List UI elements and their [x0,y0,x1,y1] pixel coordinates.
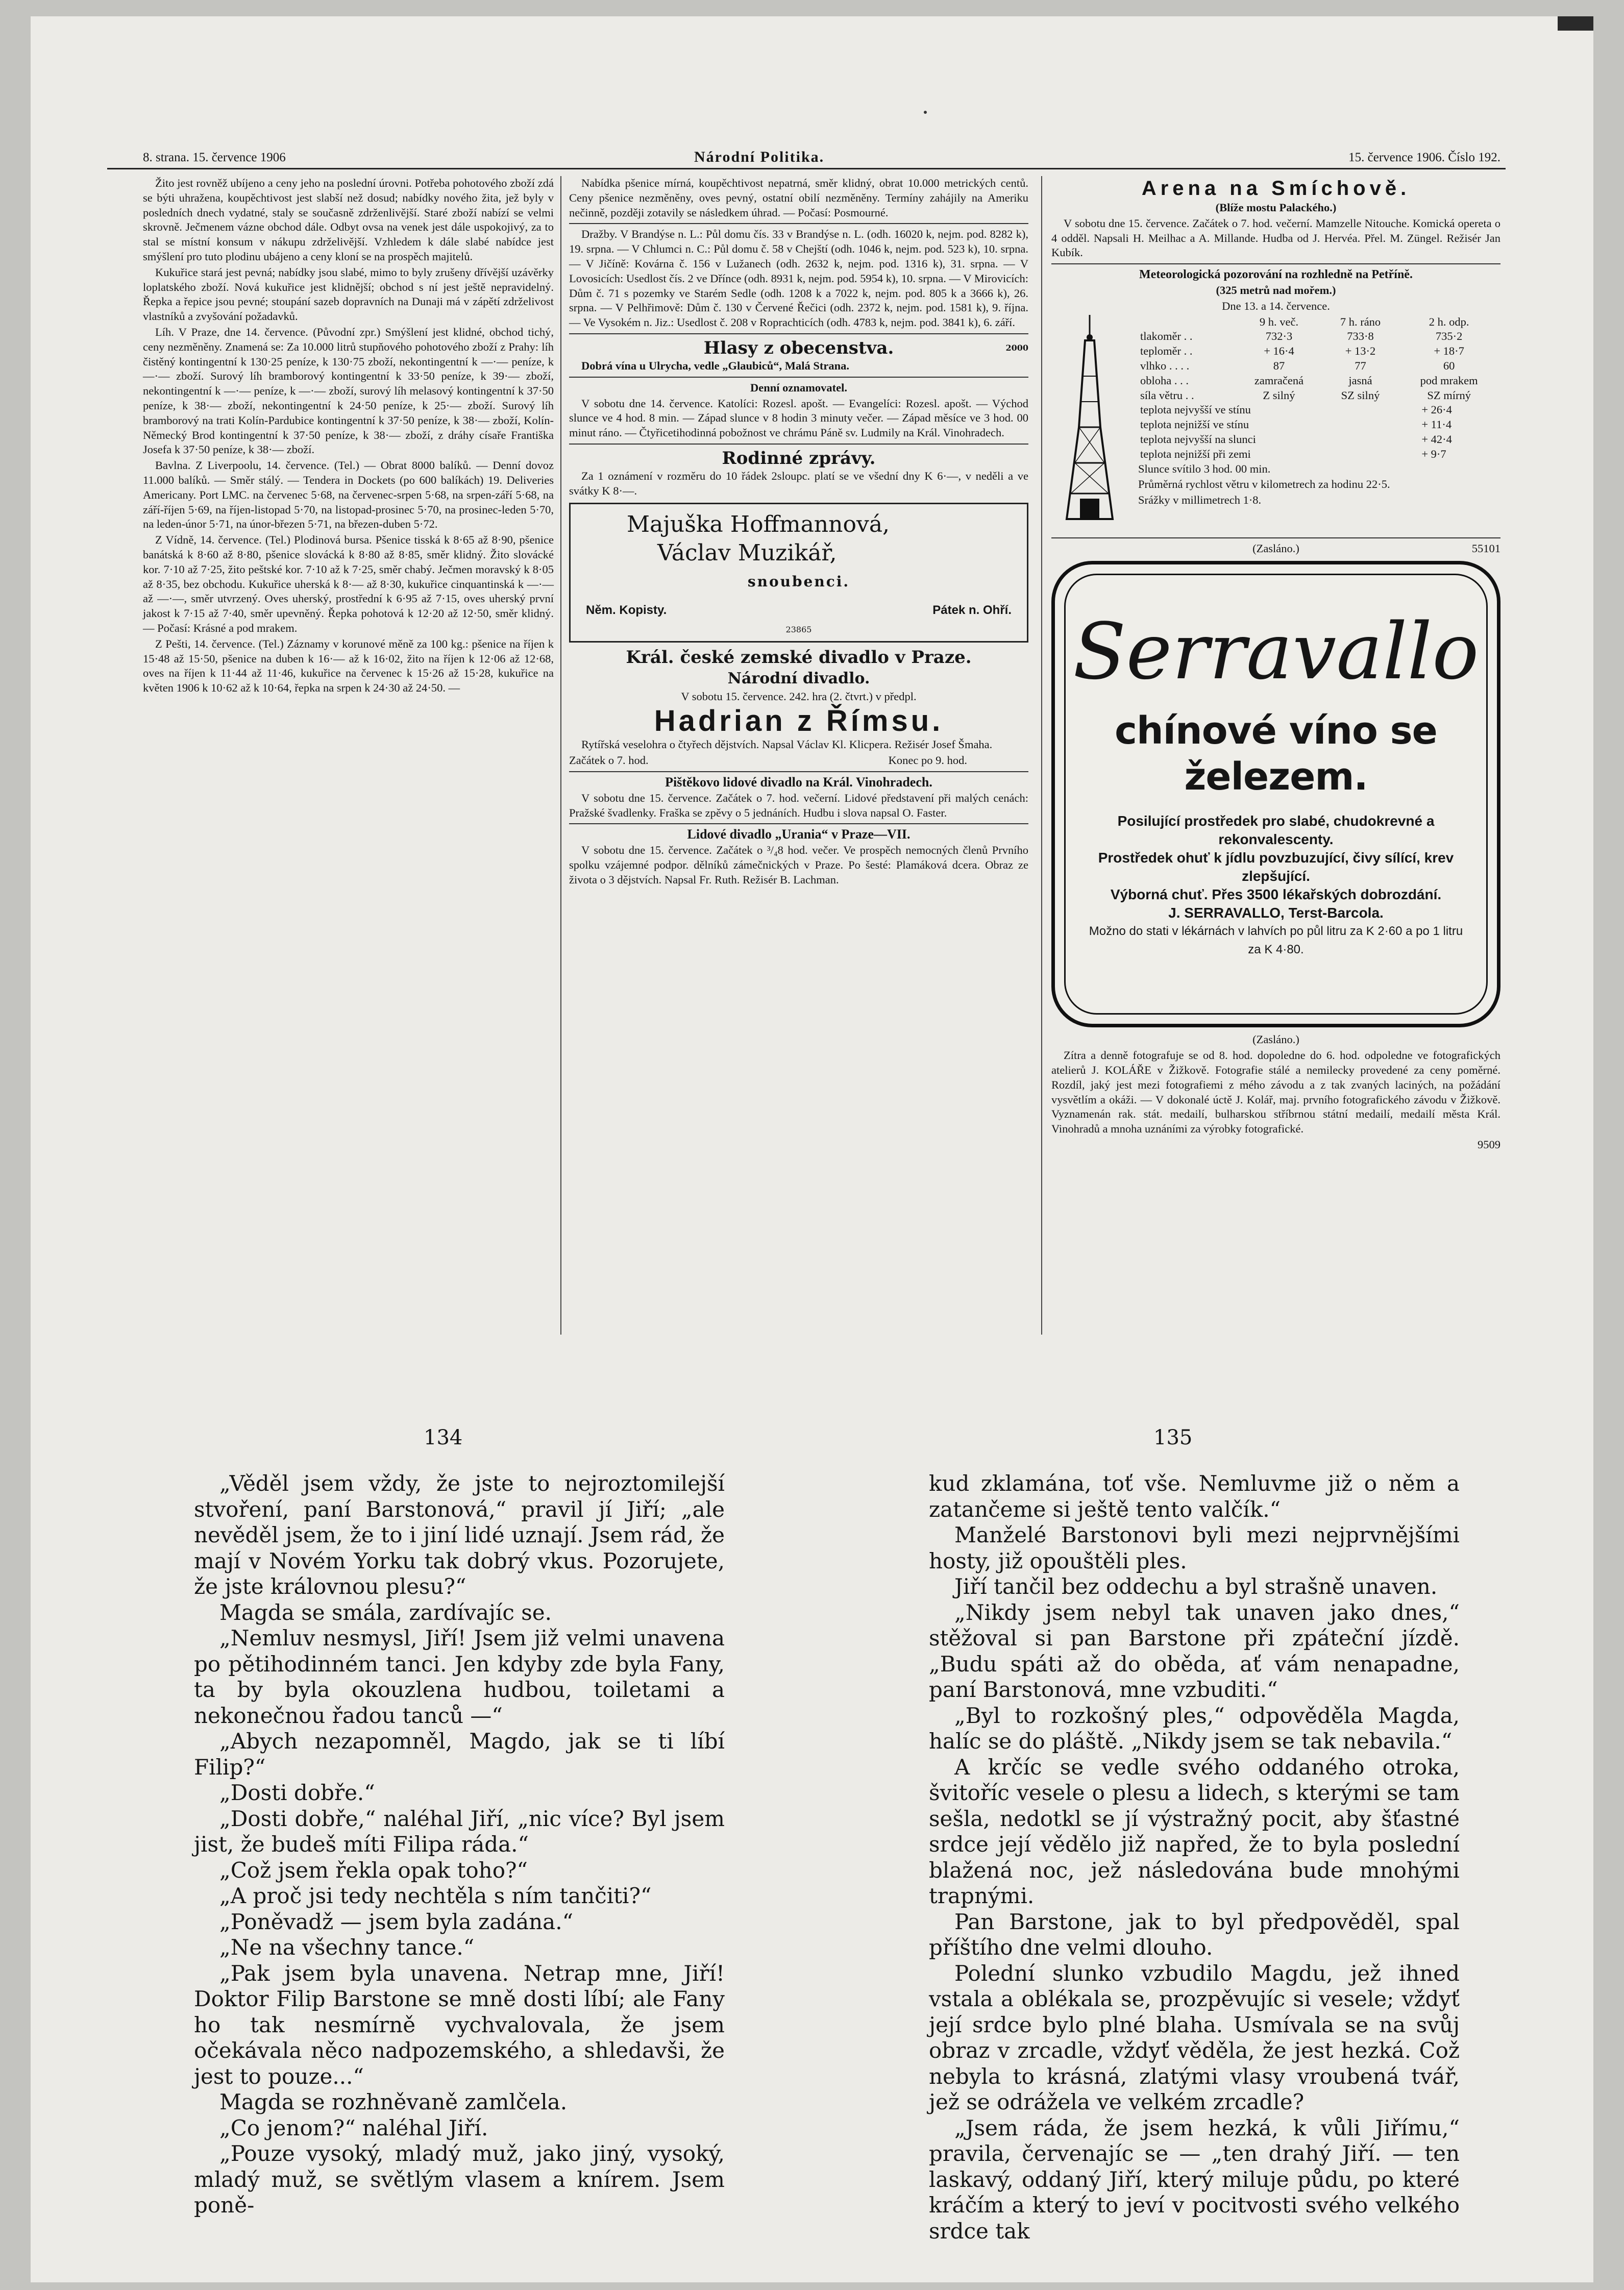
ad-vendor: J. SERRAVALLO, Terst-Barcola. [1168,905,1384,921]
meteo-row [1138,388,1500,403]
temp-label: teplota nejnižší ve stínu [1140,418,1249,431]
novel-paragraph-continued: kud zklamána, toť vše. Nemluvme již o něm a zatančeme si ještě tento valčík.“ [929,1471,1460,1522]
novel-paragraph: „Dosti dobře.“ [219,1780,375,1805]
print-speck [924,111,927,114]
meteo-row-label: tlakoměr . . [1140,330,1193,343]
meteo-row [1138,344,1500,359]
scanned-page [31,16,1593,2282]
novel-paragraph: „Nikdy jsem nebyl tak unaven jako dnes,“ stěžoval si pan Barstone při zpáteční jízdě. „Budu spáti až do oběda, ať vám nenapadne, paní Barstonová, mne vzbuditi.“ [929,1599,1460,1702]
meteo-row-label: vlhko . . . . [1140,359,1190,372]
meteo-cell: + 16·4 [1264,344,1294,358]
novel-paragraph: Magda se smála, zardívajíc se. [219,1599,552,1625]
temp-row [1138,417,1500,432]
novel-paragraph: „Pak jsem byla unavena. Netrap mne, Jiří! Doktor Filip Barstone se mně dosti líbí; ale Fany ho tak nesmírně vychvalovala, že jsem očekávala něco nadpozemského, a shledavši, že jest to pouze...“ [194,1960,725,2089]
novel-paragraph: „Poněvadž — jsem byla zadána.“ [219,1909,574,1934]
divider [569,444,1028,445]
novel-paragraph: Jiří tančil bez oddechu a byl strašně unaven. [954,1574,1438,1599]
meteo-cell: Z silný [1263,388,1295,402]
temp-row [1138,447,1500,462]
novel-paragraph: Magda se rozhněvaně zamlčela. [219,2089,568,2114]
header-left: 8. strana. 15. července 1906 [143,151,286,164]
arena-text: V sobotu dne 15. července. Začátek o 7. hod. večerní. Mamzelle Nitouche. Komická opereta o 4 odděl. Napsali H. Meilhac a A. Millande. Hudba od J. Hervéa. Přel. M. Züngel. Režisér Jan Kubík. [1051,216,1500,259]
zaslano-heading [1051,541,1500,556]
meteo-row [1138,359,1500,374]
meteo-block [1051,315,1500,534]
pistek-text: V sobotu dne 15. července. Začátek o 7. hod. večerní. Lidové představení při malých cenách: Pražské švadlenky. Fraška se zpěvy o 5 jednáních. Hudbu i slova napsal O. Faster. [569,791,1028,819]
temp-value: + 26·4 [1421,403,1452,416]
meteo-sun: Slunce svítilo 3 hod. 00 min. [1138,462,1271,475]
ad-line: Prostředek ohuť k jídlu povzbuzující, čivy sílící, krev zlepšující. [1098,850,1454,884]
meteo-cell: jasná [1348,374,1372,387]
meteo-table [1138,315,1500,403]
letters-number: 2000 [1005,342,1028,353]
corn-paragraph: Kukuřice stará jest pevná; nabídky jsou slabé, mimo to byly zrušeny dřívější uzávěrky loplatského zboží. Nová kukuřice jest klidnější; obchod s ní jest ještě nepravidelný. Řepka a řepice jsou pevné; stoupání sazeb dopravních na Dunaji má v zápětí zdrželivost vlastníků a zvyšování požadavků. [143,265,554,323]
meteo-data [1138,315,1500,534]
right-column [1051,176,1500,1153]
book-page-left [194,1471,725,2219]
meteo-cell: 735·2 [1435,330,1463,343]
theatre-times [569,753,1028,768]
divider [569,823,1028,824]
letters-title [569,337,1028,359]
meteo-subtitle: (325 metrů nad mořem.) [1216,283,1336,297]
page-corner-fold [1558,16,1593,31]
daily-notice-text: V sobotu dne 14. července. Katolíci: Rozesl. apošt. — Evangelíci: Rozesl. apošt. — Východ slunce ve 4 hod. 8 min. — Západ slunce v 8 hodin 3 minuty večer. — Západ měsíce ve 3 hod. 00 minut ráno. — Čtyřicetihodinná pobožnost ve chrámu Páně sv. Ludmily na Král. Vinohradech. [569,397,1028,439]
meteo-col-header: 9 h. več. [1259,315,1299,328]
divider [1051,263,1500,264]
novel-paragraph: „Pouze vysoký, mladý muž, jako jiný, vysoký, mladý muž, se světlým vlasem a knírem. Jsem poně- [194,2141,725,2218]
engaged-name-1: Majuška Hoffmannová, [627,511,890,537]
temp-row [1138,403,1500,417]
meteo-rain: Srážky v millimetrech 1·8. [1138,494,1262,507]
novel-paragraph: Polední slunko vzbudilo Magdu, jež ihned vstala a oblékala se, prozpěvujíc si vesele; vždyť její srdce bylo plné blaha. Usmívala se na svůj obraz v zrcadle, vždyť věděla, že jest hezká. Což nebyla to krásná, zlatými vlasy vroubená tvář, jež se odrážela ve velkém zrcadle? [929,1960,1460,2114]
daily-notice-title: Denní oznamovatel. [750,381,847,394]
serravallo-advertisement [1051,561,1500,1027]
book-page-right [929,1471,1460,2244]
divider [1051,537,1500,538]
middle-column [569,176,1028,889]
meteo-cell: 732·3 [1265,330,1293,343]
newspaper-clipping [107,146,1506,1336]
meteo-cell: 60 [1443,359,1455,372]
engaged-places [586,596,1012,625]
novel-paragraph: Manželé Barstonovi byli mezi nejprvnějšími hosty, již opouštěli ples. [929,1522,1460,1573]
meteo-wind: Průměrná rychlost větru v kilometrech za hodinu 22·5. [1138,478,1390,491]
meteo-cell: + 13·2 [1345,344,1376,358]
ad-price: Možno do stati v lékárnách v lahvích po půl litru za K 2·60 a po 1 litru za K 4·80. [1089,924,1463,957]
novel-paragraph: „Nemluv nesmysl, Jiří! Jsem již velmi unavena po pětihodinném tanci. Jen kdyby zde byla Fany, ta by byla okouzlena hudbou, toiletami a nekonečnou řadou tanců —“ [194,1626,725,1728]
temp-label: teplota nejnižší při zemi [1140,447,1251,460]
ad-logo: Serravallo [1073,606,1479,697]
meteo-cell: 87 [1273,359,1285,372]
meteo-date: Dne 13. a 14. července. [1222,299,1330,312]
ad-product: chínové víno se železem. [1115,709,1437,799]
meteo-cell: 733·8 [1347,330,1374,343]
meteo-row-label: obloha . . . [1140,374,1189,387]
grain-paragraph: Žito jest rovněž ubíjeno a ceny jeho na poslední úrovni. Potřeba pohotového zboží zdá se býti uhražena, koupěchtivost jest slabší než dosud; nabídky nového žita, jež byly v posledních dnech vydatné, staly se současně zdrženlivější. Staré zboží nabízí se velmi skrovně. Ječmenem vázne obchod dále. Odbyt ovsa na venek jest dále uspokojivý, za to stal se místní konsum v nákupu zdrželivější. Vzhledem k dále slabé nabídce jest smýšlení pro tuto plodinu ubájeno a ceny kloní se na prospěch majitelů. [143,177,554,263]
novel-paragraph: „Co jenom?“ naléhal Jiří. [219,2115,488,2140]
meteo-row [1138,374,1500,388]
theatre-date: V sobotu 15. července. 242. hra (2. čtvrt.) v předpl. [681,690,917,703]
novel-paragraph: „Což jsem řekla opak toho?“ [219,1857,528,1883]
theatre-end: Konec po 9. hod. [888,754,967,767]
page-number-right: 135 [1153,1426,1193,1449]
arena-title: Arena na Smíchově. [1141,177,1411,200]
theatre-play-title: Hadrian z Římsu. [654,704,944,738]
masthead-title: Národní Politika. [694,149,825,165]
column-divider [560,176,561,1335]
theatre-title: Král. české zemské divadlo v Praze. [626,647,972,668]
letters-title-text: Hlasy z obecenstva. [703,337,894,358]
novel-paragraph: „Dosti dobře,“ naléhal Jiří, „nic více? Byl jsem jist, že budeš míti Filipa ráda.“ [194,1806,725,1857]
photo-studio-number: 9509 [1478,1138,1500,1151]
novel-paragraph: Pan Barstone, jak to byl předpověděl, spal příštího dne velmi dlouho. [929,1909,1460,1960]
pest-paragraph: Z Pešti, 14. července. (Tel.) Záznamy v korunové měně za 100 kg.: pšenice na říjen k 15·48 až 15·50, pšenice na duben k 16·— až k 16·02, žito na říjen k 12·06 až 12·68, oves na říjen k 11·44 až 11·46, kukuřice na červenec k 15·26 až 15·28, kukuřice na květen 1906 k 10·62 až k 10·64, řepka na srpen k 24·30 až 24·50. — [143,637,554,695]
temp-label: teplota nejvyšší ve stínu [1140,403,1251,416]
letters-text: Dobrá vína u Ulrycha, vedle „Glaubiců“, Malá Strana. [581,359,850,372]
meteo-cell: SZ silný [1341,388,1380,402]
meteo-header-row [1138,315,1500,330]
meteo-title: Meteorologická pozorování na rozhledně na Petříně. [1139,268,1413,282]
meteo-temps [1138,403,1500,461]
theatre-text: Rytířská veselohra o čtyřech dějstvích. Napsal Václav Kl. Klicpera. Režisér Josef Šmaha. [581,738,993,751]
zaslano-label-2: (Zasláno.) [1252,1033,1299,1046]
meteo-col-header: 2 h. odp. [1429,315,1469,328]
auctions-paragraph: Dražby. V Brandýse n. L.: Půl domu čís. 33 v Brandýse n. L. (odh. 16020 k, nejm. pod. 8282 k), 19. srpna. — V Chlumci n. C.: Půl domu č. 58 v Chejští (odh. 1046 k, nejm. pod. 523 k), 10. srpna. — V Jičíně: Kovárna č. 156 v Lužanech (odh. 2632 k, nejm. pod. 1316 k), 31. srpna. — V Lovosicích: Usedlost čís. 2 ve Dřínce (odh. 8931 k, nejm. pod. 5954 k), 10. srpna. — V Mirovicích: Dům č. 71 s pozemky ve Starém Sedle (odh. 1208 k a 7022 k, nejm. pod. 805 k a 3666 k), 26. srpna. — V Pelhřimově: Dům č. 130 v Červené Řečici (odh. 2372 k, nejm. pod. 1581 k), 9. října. — Ve Vysokém n. Jiz.: Usedlost č. 208 v Roprachticích (odh. 4783 k, nejm. pod. 3841 k), 6. září. [569,228,1028,329]
novel-paragraph: „Věděl jsem vždy, že jste to nejroztomilejší stvoření, paní Barstonová,“ pravil jí Jiří; „ale nevěděl jsem, že to i jiní lidé uznají. Jsem rád, že mají v Novém Yorku tak dobrý vkus. Pozorujete, že jste královnou plesu?“ [194,1471,725,1599]
novel-paragraph: „Jsem ráda, že jsem hezká, k vůli Jiřímu,“ pravila, červenajíc se — „ten drahý Jiří. — ten laskavý, oddaný Jiří, který miluje půdu, po které kráčím a který to jeví v pocitvosti svého velkého srdce tak [929,2115,1460,2244]
family-news-title: Rodinné zprávy. [722,448,876,469]
tower-icon [1051,315,1128,534]
novel-paragraph: „Ne na všechny tance.“ [219,1935,475,1960]
engaged-name-2: Václav Muzikář, [657,539,837,566]
zaslano-number: 55101 [1471,541,1500,555]
temp-value: + 42·4 [1421,432,1452,446]
engaged-number: 23865 [785,624,812,634]
ad-line: Výborná chuť. Přes 3500 lékařských dobrozdání. [1110,887,1442,903]
market-continued: Nabídka pšenice mírná, koupěchtivost nepatrná, směr klidný, obrat 10.000 metrických centů. Ceny pšenice nezměněny, oves pevný, ostatní obilí nezměněny. Termíny zahájily na Ameriku nečinně, později zotavily se následkem úhrad. — Počasí: Posmourné. [569,177,1028,219]
divider [569,333,1028,334]
cotton-paragraph: Bavlna. Z Liverpoolu, 14. července. (Tel.) — Obrat 8000 balíků. — Denní dovoz 11.000 balíků. — Směr stálý. — Tendera in Dockets (po 600 balíkách) 19. Deliveries Americany. Port LMC. na červenec 5·68, na červenec-srpen 5·68, na srpen-září 5·68, na září-říjen 5·69, na říjen-listopad 5·70, na listopad-prosinec 5·70, na prosinec-leden 5·70, na leden-únor 5·71, na únor-březen 5·71, na březen-duben 5·72. [143,459,554,531]
arena-subtitle: (Blíže mostu Palackého.) [1215,201,1337,214]
novel-paragraph: „Abych nezapomněl, Magdo, jak se ti líbí Filip?“ [194,1729,725,1780]
newspaper-header [107,146,1506,169]
spirits-paragraph: Líh. V Praze, dne 14. července. (Původní zpr.) Smýšlení jest klidné, obchod tichý, ceny nezměněny. Znamená se: Za 10.000 litrů stupňového pohotového zboží z Prahy: líh čistěný kontingentní k 130·25 peníze, k 130·75 zboží, nekontingentní k —·— peníze, k —·— zboží. Surový líh bramborový kontingentní k 33·50 peníze, k 39·— zboží, nekontingentní k —·— peníze, k —·— zboží, surový líh melasový kontingentní k 37·50 peníze, k 38·— zboží, nekontingentní k 24·50 peníze, k 25·— zboží. Surový líh bramborový na trati Kolín-Pardubice kontingentní k 37·50 peníze, k 38·— zboží, Kolín-Německý Brod kontingentní k 37·50 peníze, k 38·— zboží, z dráhy císaře Františka Josefa k 37·50 peníze, k 38·— zboží. [143,325,554,456]
divider [569,223,1028,224]
meteo-cell: pod mrakem [1420,374,1478,387]
meteo-cell: SZ mírný [1427,388,1471,402]
temp-value: + 11·4 [1421,418,1452,431]
ad-line: Posilující prostředek pro slabé, chudokrevné a rekonvalescenty. [1117,813,1435,848]
theatre-start: Začátek o 7. hod. [569,754,649,767]
ad-inner-frame [1064,574,1488,1015]
meteo-cell: 77 [1355,359,1366,372]
photo-studio-text: Zítra a denně fotografuje se od 8. hod. dopoledne do 6. hod. odpoledne ve fotografických atelierů J. KOLÁŘE v Žižkově. Fotografie stálé a nemilecky provedené za ceny poměrné. Rozdíl, jaký jest mezi fotografiemi z mého závodu a z tak zvaných laciných, na požádání vysvětlím a okáži. — V dokonalé úctě J. Kolář, maj. prvního fotografického závodu v Žižkově. Vyznamenán rak. stát. medailí, bulharskou stříbrnou státní medailí, medailí města Král. Vinohradů a mnoha uznáními za výrobky fotografické. [1051,1049,1500,1136]
temp-label: teplota nejvyšší na slunci [1140,432,1256,446]
market-report-column [143,176,554,697]
zaslano-label: (Zasláno.) [1252,541,1299,555]
theatre-subtitle: Národní divadlo. [727,669,870,687]
novel-paragraph: „Byl to rozkošný ples,“ odpověděla Magda, halíc se do pláště. „Nikdy jsem se tak nebavila.“ [929,1703,1460,1754]
page-number-left: 134 [424,1426,463,1449]
petrin-tower-illustration [1051,315,1128,534]
temp-row [1138,432,1500,447]
engaged-place-right: Pátek n. Ohří. [932,603,1012,617]
meteo-row-label: teploměr . . [1140,344,1193,358]
urania-text: V sobotu dne 15. července. Začátek o ³/₄8 hod. večer. Ve prospěch nemocných členů Prvního spolku vzájemné podpor. dělníků zámečnických v Praze. Po šesté: Plamáková dcera. Obraz ze života o 3 dějstvích. Napsal Fr. Ruth. Režisér B. Lachman. [569,844,1028,886]
pistek-title: Pištěkovo lidové divadlo na Král. Vinohradech. [665,774,932,790]
engagement-announcement [569,503,1028,643]
engaged-place-left: Něm. Kopisty. [586,603,667,617]
column-divider [1041,176,1042,1335]
family-news-text: Za 1 oznámení v rozměru do 10 řádek 2sloupc. platí se ve všední dny K 6·—, v neděli a ve svátky K 8·—. [569,469,1028,497]
vienna-paragraph: Z Vídně, 14. července. (Tel.) Plodinová bursa. Pšenice tisská k 8·65 až 8·90, pšenice banátská k 8·60 až 8·80, pšenice slovácká k 8·80 až 8·85, směr klidný. Žito slovácké kor. 7·10 až 7·25, žito peštské kor. 7·10 až k 7·25, směr chabý. Ječmen moravský k 8·05 až 8·35, bez obchodu. Kukuřice uherská k 8·— až 8·30, kukuřice cinquantinská k —·— až —·—, směr utvrzený. Oves uherský, prostřední k 6·95 až 7·15, oves uherský první jakost k 7·15 až 7·40, směr upevněný. Řepka pohotová k 12·20 až 12·50, směr klidný. — Počasí: Krásné a pod mrakem. [143,533,554,634]
meteo-cell: zamračená [1254,374,1304,387]
novel-paragraph: A krčíc se vedle svého oddaného otroka, švitoříc vesele o plesu a lidech, s kterými se tam sešla, nedotkl se jí výstražný pocit, aby šťastné srdce její vědělo již napřed, že to byla poslední blažená noc, jež následována bude mnohými trapnými. [929,1754,1460,1908]
meteo-row [1138,329,1500,344]
novel-paragraph: „A proč jsi tedy nechtěla s ním tančiti?“ [219,1883,652,1908]
meteo-row-label: síla větru . . [1140,388,1194,402]
temp-value: + 9·7 [1421,447,1446,460]
divider [569,771,1028,772]
meteo-col-header: 7 h. ráno [1340,315,1381,328]
urania-title: Lidové divadlo „Urania“ v Praze—VII. [687,827,911,842]
engaged-label: snoubenci. [747,573,850,590]
meteo-cell: + 18·7 [1434,344,1464,358]
divider [569,377,1028,378]
header-right: 15. července 1906. Číslo 192. [1348,151,1500,164]
